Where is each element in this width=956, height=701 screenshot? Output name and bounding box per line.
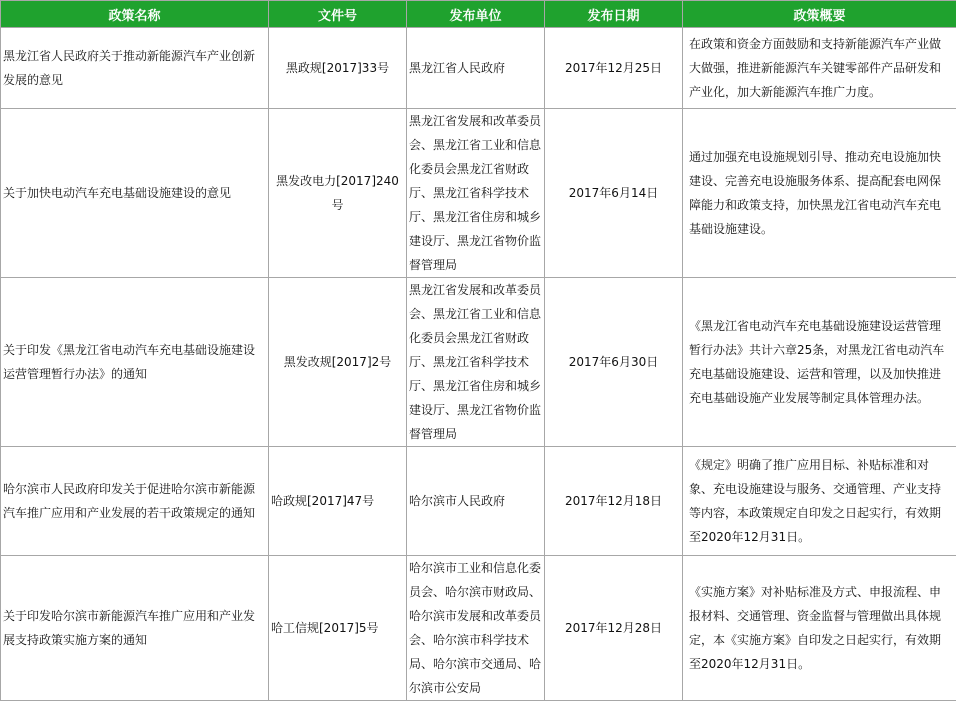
cell-doc-number: 哈政规[2017]47号 — [269, 447, 407, 556]
header-issuer: 发布单位 — [407, 1, 545, 28]
cell-summary: 在政策和资金方面鼓励和支持新能源汽车产业做大做强，推进新能源汽车关键零部件产品研发和产业化，加大新能源汽车推广力度。 — [683, 28, 956, 109]
cell-doc-number: 哈工信规[2017]5号 — [269, 556, 407, 701]
header-row — [1, 1, 956, 28]
cell-policy-name: 哈尔滨市人民政府印发关于促进哈尔滨市新能源汽车推广应用和产业发展的若干政策规定的通知 — [1, 447, 269, 556]
cell-issuer: 黑龙江省发展和改革委员会、黑龙江省工业和信息化委员会黑龙江省财政厅、黑龙江省科学技术厅、黑龙江省住房和城乡建设厅、黑龙江省物价监督管理局 — [407, 109, 545, 278]
header-summary: 政策概要 — [683, 1, 956, 28]
cell-policy-name: 黑龙江省人民政府关于推动新能源汽车产业创新发展的意见 — [1, 28, 269, 109]
cell-issuer: 哈尔滨市人民政府 — [407, 447, 545, 556]
cell-date: 2017年12月25日 — [545, 28, 683, 109]
cell-date: 2017年6月30日 — [545, 278, 683, 447]
cell-summary: 《黑龙江省电动汽车充电基础设施建设运营管理暂行办法》共计六章25条，对黑龙江省电动汽车充电基础设施建设、运营和管理，以及加快推进充电基础设施产业发展等制定具体管理办法。 — [683, 278, 956, 447]
table-row — [1, 278, 956, 447]
cell-summary: 通过加强充电设施规划引导、推动充电设施加快建设、完善充电设施服务体系、提高配套电网保障能力和政策支持，加快黑龙江省电动汽车充电基础设施建设。 — [683, 109, 956, 278]
header-doc-number: 文件号 — [269, 1, 407, 28]
cell-doc-number: 黑发改规[2017]2号 — [269, 278, 407, 447]
cell-issuer: 哈尔滨市工业和信息化委员会、哈尔滨市财政局、哈尔滨市发展和改革委员会、哈尔滨市科学技术局、哈尔滨市交通局、哈尔滨市公安局 — [407, 556, 545, 701]
cell-summary: 《实施方案》对补贴标准及方式、申报流程、申报材料、交通管理、资金监督与管理做出具体规定，本《实施方案》自印发之日起实行，有效期至2020年12月31日。 — [683, 556, 956, 701]
header-date: 发布日期 — [545, 1, 683, 28]
cell-policy-name: 关于印发《黑龙江省电动汽车充电基础设施建设运营管理暂行办法》的通知 — [1, 278, 269, 447]
cell-doc-number: 黑发改电力[2017]240号 — [269, 109, 407, 278]
table-row — [1, 556, 956, 701]
cell-doc-number: 黑政规[2017]33号 — [269, 28, 407, 109]
cell-summary: 《规定》明确了推广应用目标、补贴标准和对象、充电设施建设与服务、交通管理、产业支持等内容，本政策规定自印发之日起实行，有效期至2020年12月31日。 — [683, 447, 956, 556]
cell-policy-name: 关于加快电动汽车充电基础设施建设的意见 — [1, 109, 269, 278]
cell-date: 2017年6月14日 — [545, 109, 683, 278]
cell-issuer: 黑龙江省人民政府 — [407, 28, 545, 109]
cell-policy-name: 关于印发哈尔滨市新能源汽车推广应用和产业发展支持政策实施方案的通知 — [1, 556, 269, 701]
table-row — [1, 109, 956, 278]
cell-issuer: 黑龙江省发展和改革委员会、黑龙江省工业和信息化委员会黑龙江省财政厅、黑龙江省科学技术厅、黑龙江省住房和城乡建设厅、黑龙江省物价监督管理局 — [407, 278, 545, 447]
cell-date: 2017年12月18日 — [545, 447, 683, 556]
cell-date: 2017年12月28日 — [545, 556, 683, 701]
table-row — [1, 447, 956, 556]
header-policy-name: 政策名称 — [1, 1, 269, 28]
table-row — [1, 28, 956, 109]
